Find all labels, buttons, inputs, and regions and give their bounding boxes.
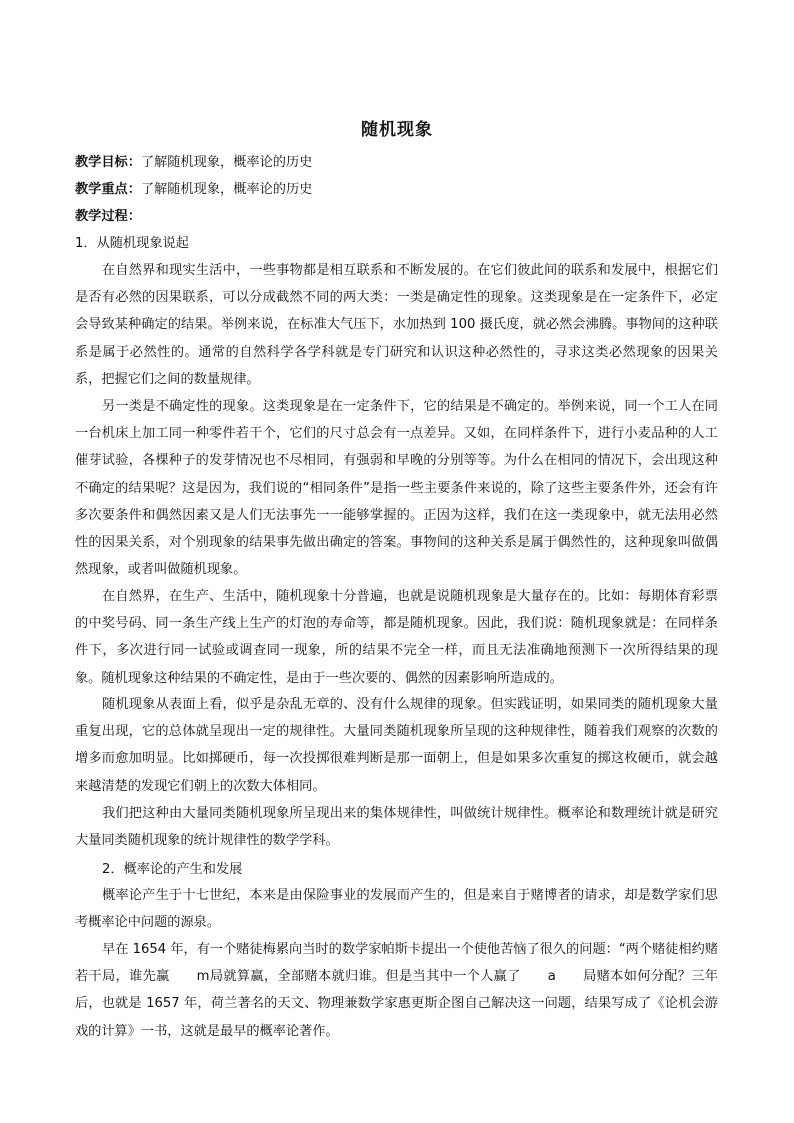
teaching-focus (75, 180, 312, 200)
paragraph: 概率论产生于十七世纪，本来是由保险事业的发展而产生的，但是来自于赌博者的请求，却是数学家们思考概率论中问题的源泉。 (75, 888, 718, 931)
teaching-goal (75, 153, 312, 173)
paragraph: 我们把这种由大量同类随机现象所呈现出来的集体规律性，叫做统计规律性。概率论和数理统计就是研究大量同类随机现象的统计规律性的数学学科。 (75, 806, 718, 849)
paragraph: 随机现象从表面上看，似乎是杂乱无章的、没有什么规律的现象。但实践证明，如果同类的随机现象大量重复出现，它的总体就呈现出一定的规律性。大量同类随机现象所呈现的这种规律性，随着我们观察的次数的增多而愈加明显。比如掷硬币，每一次投掷很难判断是那一面朝上，但是如果多次重复的掷这枚硬币，就会越来越清楚的发现它们朝上的次数大体相同。 (75, 697, 718, 794)
section-heading-2: 2．概率论的产生和发展 (102, 862, 243, 877)
teaching-goal-label: 教学目标： (75, 155, 141, 170)
teaching-process (75, 207, 141, 227)
paragraph: 在自然界，在生产、生活中，随机现象十分普遍，也就是说随机现象是大量存在的。比如：每期体育彩票的中奖号码、同一条生产线上生产的灯泡的寿命等，都是随机现象。因此，我们说：随机现象就是：在同样条件下，多次进行同一试验或调查同一现象，所的结果不完全一样，而且无法准确地预测下一次所得结果的现象。随机现象这种结果的不确定性，是由于一些次要的、偶然的因素影响所造成的。 (75, 589, 718, 686)
teaching-goal-text: 了解随机现象，概率论的历史 (140, 155, 313, 170)
paragraph: 早在 1654 年，有一个赌徒梅累向当时的数学家帕斯卡提出一个使他苦恼了很久的问题：“两个赌徒相约赌若干局，谁先赢 m局就算赢，全部赌本就归谁。但是当其中一个人赢了 a 局赌本如何分配？三年后，也就是 1657 年，荷兰著名的天文、物理兼数学家惠更斯企图自己解决这一问题，结果写成了《论机会游戏的计算》一书，这就是最早的概率论著作。 (75, 942, 718, 1039)
paragraph: 在自然界和现实生活中，一些事物都是相互联系和不断发展的。在它们彼此间的联系和发展中，根据它们是否有必然的因果联系，可以分成截然不同的两大类：一类是确定性的现象。这类现象是在一定条件下，必定会导致某种确定的结果。举例来说，在标准大气压下，水加热到 100 摄氏度，就必然会沸腾。事物间的这种联系是属于必然性的。通常的自然科学各学科就是专门研究和认识这种必然性的，寻求这类必然现象的因果关系，把握它们之间的数量规律。 (75, 263, 718, 387)
teaching-focus-text: 了解随机现象，概率论的历史 (140, 182, 313, 197)
paragraph: 另一类是不确定性的现象。这类现象是在一定条件下，它的结果是不确定的。举例来说，同一个工人在同一台机床上加工同一种零件若干个，它们的尺寸总会有一点差异。又如，在同样条件下，进行小麦品种的人工催芽试验，各棵种子的发芽情况也不尽相同，有强弱和早晚的分别等等。为什么在相同的情况下，会出现这种不确定的结果呢？这是因为，我们说的“相同条件”是指一些主要条件来说的，除了这些主要条件外，还会有许多次要条件和偶然因素又是人们无法事先一一能够掌握的。正因为这样，我们在这一类现象中，就无法用必然性的因果关系，对个别现象的结果事先做出确定的答案。事物间的这种关系是属于偶然性的，这种现象叫做偶然现象，或者叫做随机现象。 (75, 399, 718, 578)
document-title: 随机现象 (361, 120, 433, 140)
teaching-focus-label: 教学重点： (75, 182, 141, 197)
section-heading-1: 1．从随机现象说起 (75, 236, 189, 251)
teaching-process-label: 教学过程： (75, 209, 141, 224)
